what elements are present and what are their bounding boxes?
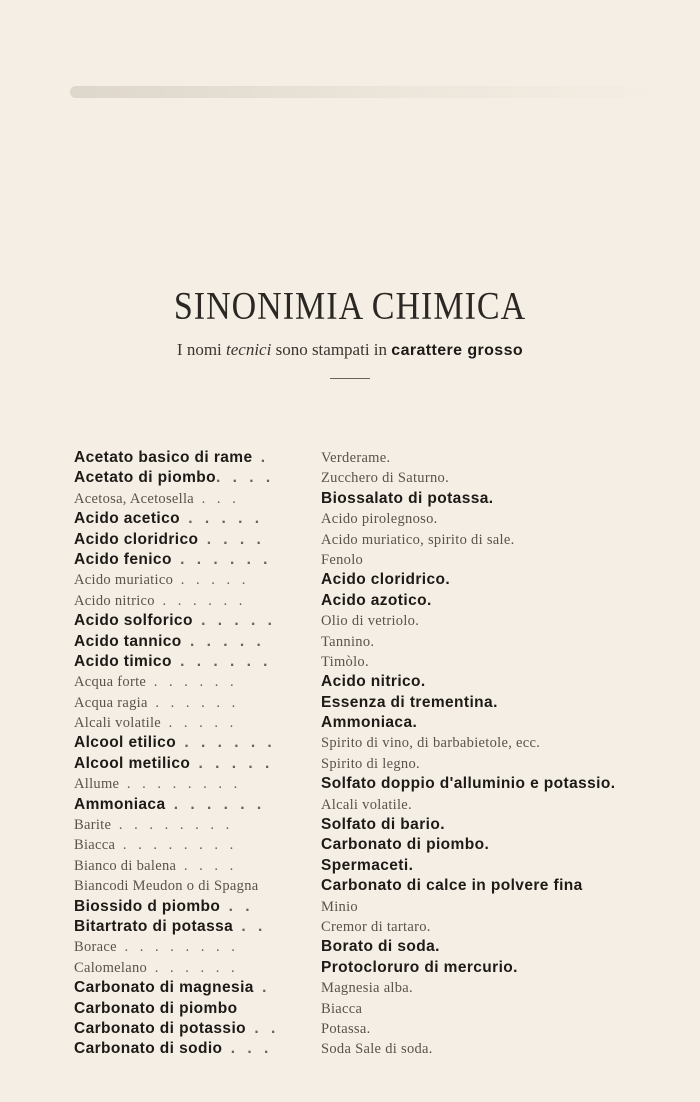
synonym-row [74, 774, 674, 794]
term-text: Acido cloridrico [74, 530, 199, 548]
synonym-definition: Magnesia alba. [321, 980, 413, 997]
dot-leader: . . . [194, 490, 240, 507]
synonym-row [74, 632, 674, 652]
term-text: Acqua ragia [74, 694, 148, 711]
synonym-term [74, 713, 316, 733]
subtitle-italic-word: tecnici [226, 340, 272, 359]
synonym-definition: Potassa. [321, 1020, 371, 1037]
synonym-term [74, 958, 316, 978]
synonym-list [74, 448, 674, 1060]
synonym-term [74, 999, 316, 1019]
synonym-definition: Ammoniaca. [321, 714, 418, 732]
synonym-row [74, 713, 674, 733]
term-text: Allume [74, 776, 120, 793]
synonym-definition: Acido nitrico. [321, 673, 426, 691]
page-subtitle [0, 340, 700, 360]
synonym-row [74, 611, 674, 631]
dot-leader: . . . . . [190, 754, 274, 772]
synonym-definition: Acido pirolegnoso. [321, 511, 438, 528]
subtitle-bold-phrase: carattere grosso [391, 342, 524, 359]
synonym-definition: Borato di soda. [321, 938, 440, 956]
term-text: Acido muriatico [74, 572, 174, 589]
synonym-term [74, 1039, 316, 1059]
dot-leader: . . . . . . [147, 959, 239, 976]
term-text: Acqua forte [74, 674, 147, 691]
dot-leader: . . . . . . [154, 592, 247, 609]
synonym-definition: Zucchero di Saturno. [321, 470, 450, 487]
dot-leader: . . [233, 917, 267, 935]
dot-leader: . . . . . . [146, 674, 238, 691]
synonym-term [74, 530, 316, 550]
dot-leader: . . [220, 897, 254, 915]
term-text: Ammoniaca [74, 795, 166, 813]
term-text: Acetato di piombo [74, 469, 216, 487]
synonym-term [74, 468, 316, 488]
synonym-row [74, 815, 674, 835]
synonym-row [74, 509, 674, 529]
dot-leader: . . [246, 1019, 280, 1037]
synonym-definition: Biacca [321, 1000, 363, 1017]
synonym-term [74, 937, 316, 957]
term-text: Bianco di balena [74, 857, 177, 874]
page-title: SINONIMIA CHIMICA [173, 285, 527, 328]
synonym-row [74, 733, 674, 753]
dot-leader: . . . . [176, 857, 238, 874]
synonym-row [74, 570, 674, 590]
synonym-definition: Olio di vetriolo. [321, 613, 420, 630]
synonym-definition: Acido muriatico, spirito di sale. [321, 531, 515, 548]
synonym-term [74, 897, 316, 917]
dot-leader: . . . . . [161, 715, 238, 732]
synonym-row [74, 468, 674, 488]
dot-leader: . . . . . . . . [111, 817, 234, 834]
dot-leader: . . . . . . . . [116, 939, 239, 956]
synonym-row [74, 897, 674, 917]
term-text: Acido fenico [74, 550, 172, 568]
term-text: Alcali volatile [74, 715, 162, 732]
synonym-definition: Tannino. [321, 633, 375, 650]
term-text: Carbonato di potassio [74, 1019, 247, 1037]
synonym-term [74, 611, 316, 631]
dot-leader: . . . . . [179, 510, 264, 528]
term-text: Carbonato di sodio [74, 1040, 223, 1058]
synonym-definition: Timòlo. [321, 653, 369, 670]
dot-leader: . . . . . [192, 612, 276, 630]
term-text: Acido tannico [74, 632, 182, 650]
term-text: Bitartrato di potassa [74, 917, 234, 935]
dot-leader: . . . . . . [171, 652, 272, 670]
synonym-term [74, 632, 316, 652]
synonym-row [74, 835, 674, 855]
synonym-row [74, 978, 674, 998]
term-text: Barite [74, 817, 112, 834]
dot-leader: . [252, 449, 270, 466]
synonym-row [74, 999, 674, 1019]
term-text: Calomelano [74, 959, 148, 976]
synonym-row [74, 754, 674, 774]
term-text: Alcool metilico [74, 754, 191, 772]
synonym-term [74, 652, 316, 672]
synonym-term [74, 754, 316, 774]
term-text: Acido nitrico [74, 592, 155, 609]
synonym-row [74, 1039, 674, 1059]
synonym-definition: Carbonato di calce in polvere fina [321, 877, 583, 895]
synonym-term [74, 815, 316, 835]
synonym-term [74, 795, 316, 815]
synonym-row [74, 550, 674, 570]
synonym-definition: Acido cloridrico. [321, 571, 451, 589]
synonym-term [74, 509, 316, 529]
synonym-term [74, 550, 316, 570]
synonym-definition: Solfato doppio d'alluminio e potassio. [321, 775, 616, 793]
dot-leader: . . . . . . . . [115, 837, 238, 854]
dot-leader: . . . . [216, 469, 275, 487]
term-text: Acido timico [74, 652, 172, 670]
term-text: Alcool etilico [74, 734, 177, 752]
synonym-definition: Spermaceti. [321, 856, 414, 874]
synonym-definition: Biossalato di potassa. [321, 489, 494, 507]
synonym-term [74, 835, 316, 855]
dot-leader: . . . . . . [176, 734, 276, 752]
term-text: Acetosa, Acetosella [74, 490, 195, 507]
synonym-term [74, 978, 316, 998]
synonym-row [74, 876, 674, 896]
synonym-term [74, 876, 316, 896]
dot-leader: . . . . . . [147, 694, 240, 711]
synonym-row [74, 1019, 674, 1039]
dot-leader: . . . . . . . . [119, 776, 242, 793]
subtitle-text-2: sono stampati in [271, 340, 392, 359]
dot-leader: . . . . . [181, 632, 265, 650]
synonym-term [74, 489, 316, 509]
term-text: Carbonato di piombo [74, 999, 238, 1017]
synonym-definition: Verderame. [321, 450, 391, 466]
dot-leader: . . . . . . [171, 550, 272, 568]
synonym-row [74, 917, 674, 937]
synonym-term [74, 570, 316, 590]
synonym-term [74, 917, 316, 937]
synonym-row [74, 958, 674, 978]
synonym-row [74, 795, 674, 815]
term-text: Biancodi Meudon o di Spagna [74, 878, 259, 895]
synonym-row [74, 937, 674, 957]
synonym-definition: Solfato di bario. [321, 816, 445, 834]
dot-leader: . [253, 979, 271, 997]
synonym-definition: Carbonato di piombo. [321, 836, 490, 854]
synonym-term [74, 672, 316, 692]
synonym-definition: Alcali volatile. [321, 796, 412, 813]
synonym-definition: Acido azotico. [321, 591, 432, 609]
synonym-definition: Essenza di trementina. [321, 693, 498, 711]
synonym-definition: Soda Sale di soda. [321, 1041, 433, 1058]
subtitle-text-1: I nomi [176, 340, 227, 359]
term-text: Acido acetico [74, 510, 180, 528]
synonym-row [74, 672, 674, 692]
synonym-term [74, 774, 316, 794]
dot-leader: . . . . . . [165, 795, 266, 813]
synonym-term [74, 1019, 316, 1039]
dot-leader: . . . [222, 1040, 273, 1058]
synonym-term [74, 591, 316, 611]
dot-leader: . . . . [198, 530, 265, 548]
synonym-row [74, 693, 674, 713]
term-text: Biacca [74, 837, 116, 854]
title-divider [330, 378, 370, 379]
term-text: Borace [74, 939, 117, 956]
term-text: Carbonato di magnesia [74, 979, 254, 997]
synonym-definition: Minio [321, 898, 358, 915]
synonym-definition: Spirito di vino, di barbabietole, ecc. [321, 735, 541, 752]
term-text: Biossido d piombo [74, 897, 221, 915]
synonym-row [74, 448, 674, 468]
synonym-definition: Fenolo [321, 551, 364, 568]
synonym-row [74, 489, 674, 509]
synonym-definition: Protocloruro di mercurio. [321, 958, 518, 976]
term-text: Acido solforico [74, 612, 193, 630]
synonym-definition: Cremor di tartaro. [321, 918, 431, 935]
synonym-term [74, 693, 316, 713]
term-text: Acetato basico di rame [74, 449, 253, 466]
synonym-term [74, 448, 316, 468]
page-smudge [70, 86, 670, 98]
dot-leader: . . . . . [173, 572, 250, 589]
synonym-row [74, 591, 674, 611]
synonym-definition: Spirito di legno. [321, 755, 420, 772]
synonym-row [74, 856, 674, 876]
synonym-term [74, 733, 316, 753]
synonym-term [74, 856, 316, 876]
synonym-row [74, 652, 674, 672]
synonym-row [74, 530, 674, 550]
